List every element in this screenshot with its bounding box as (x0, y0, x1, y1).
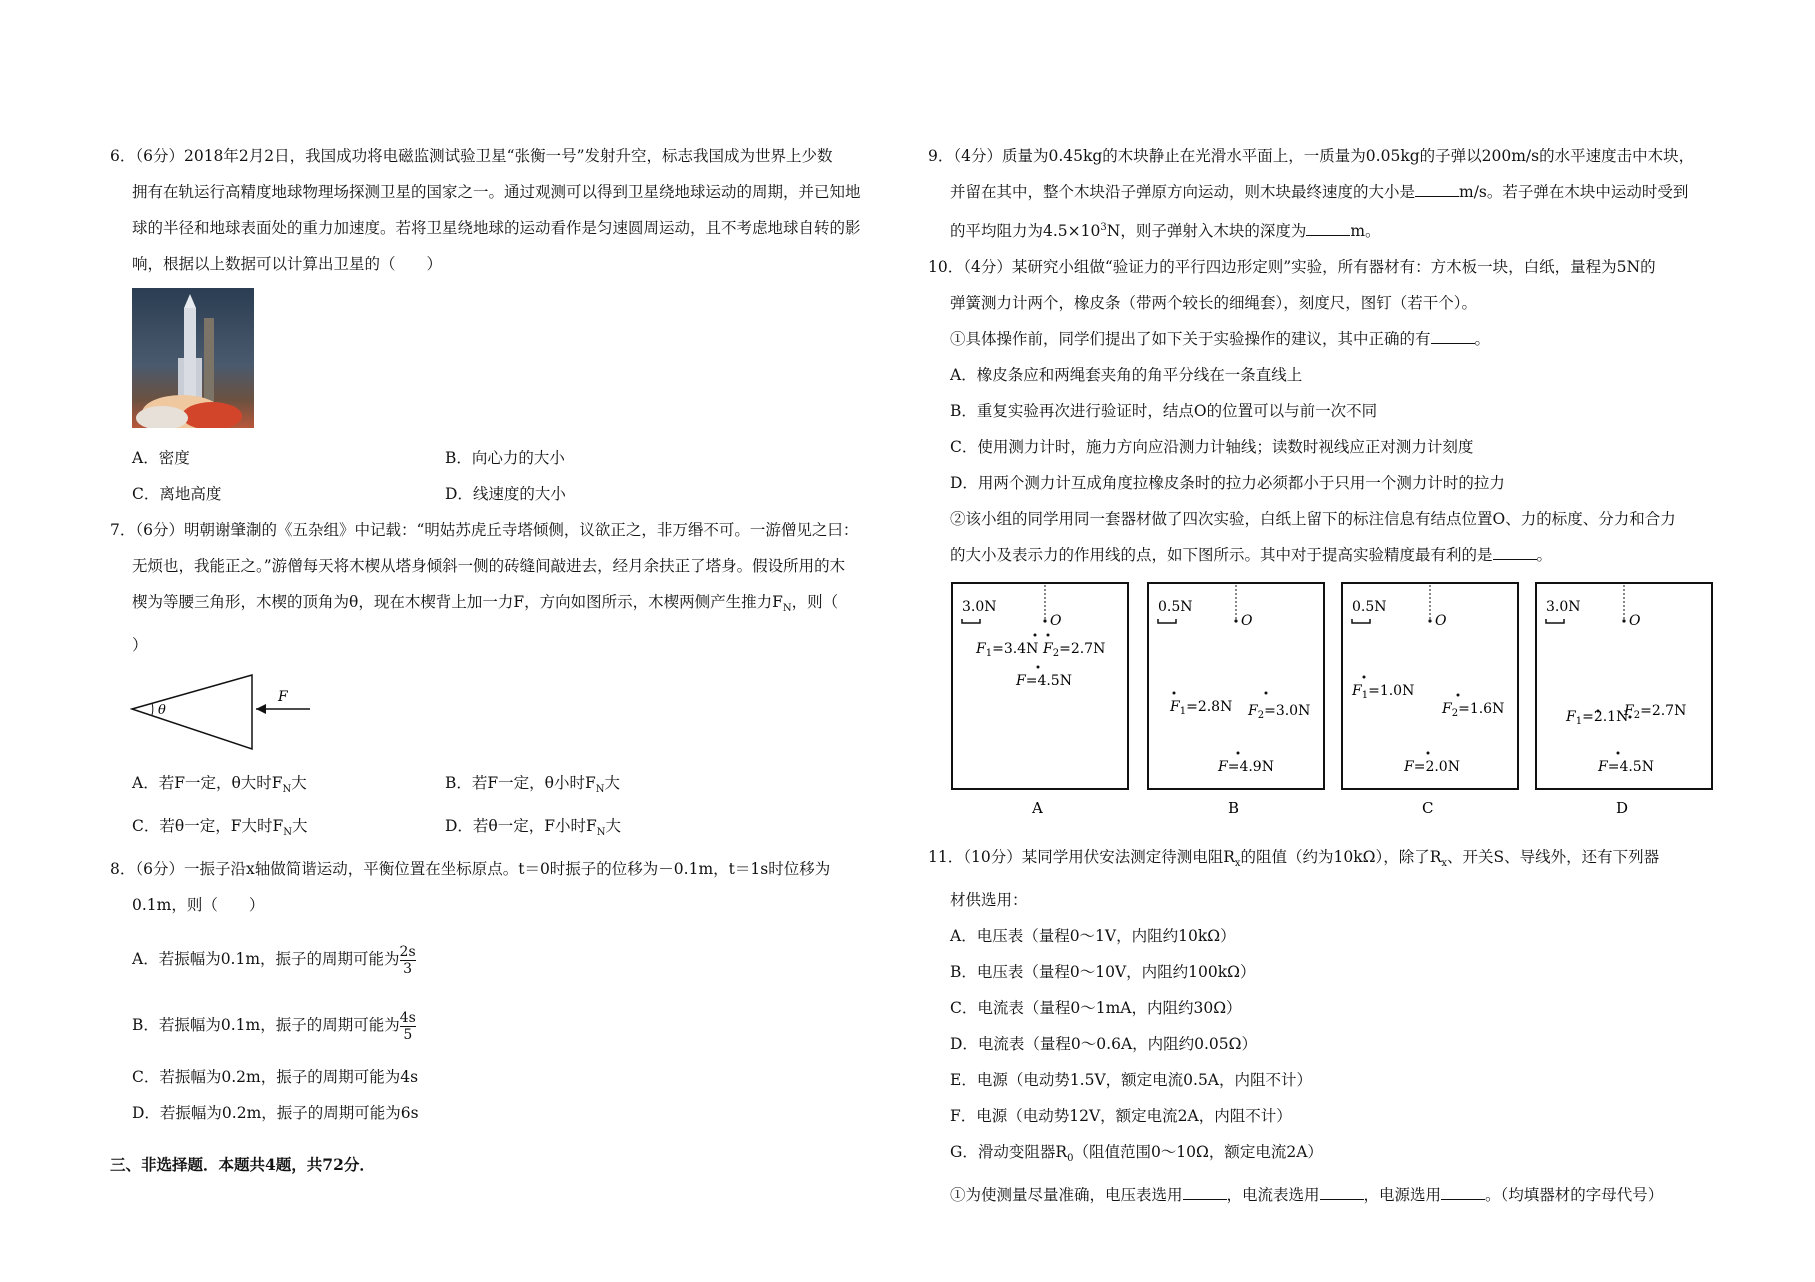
svg-text:F2=3.0N: $F_2=3.0N$ (1248, 703, 1311, 722)
fn-subscript: N (282, 784, 292, 796)
scale-label: 3.0N (1546, 599, 1581, 616)
f-letter: F (1016, 673, 1026, 690)
answer-blank[interactable] (1493, 558, 1537, 560)
q11-line: ，电流表选用 (1226, 1186, 1320, 1205)
svg-text:F1=2.1N: $F_1=2.1N$ (1566, 709, 1629, 728)
option-text: B．若F一定，θ小时F (445, 774, 596, 793)
q11-option-a[interactable]: A．电压表（量程0～1V，内阻约10kΩ） (950, 927, 1236, 946)
q9-line: m。 (1350, 222, 1381, 241)
f1-value: =3.4N (992, 641, 1039, 658)
q6-option-b[interactable]: B．向心力的大小 (445, 449, 565, 467)
scale-label: 0.5N (1352, 599, 1387, 616)
option-text: （阻值范围0～10Ω，额定电流2A） (1073, 1143, 1323, 1162)
option-text: C．若θ一定，F大时F (132, 817, 284, 836)
q11-option-e[interactable]: E．电源（电动势1.5V，额定电流0.5A，内阻不计） (950, 1071, 1313, 1090)
fraction-denominator: 5 (403, 1026, 413, 1043)
f2-value: =3.0N (1264, 703, 1311, 720)
scale-label: 0.5N (1158, 599, 1193, 616)
svg-text:F1=3.4N: $F_1=3.4N$ (976, 641, 1039, 660)
q8-line: 8．（6分）一振子沿x轴做简谐运动，平衡位置在坐标原点。t＝0时振子的位移为－0.1m，t＝1s时位移为 (110, 860, 831, 879)
f1-letter: F (976, 641, 986, 658)
answer-blank[interactable] (1320, 1198, 1364, 1200)
q11-option-d[interactable]: D．电流表（量程0～0.6A，内阻约0.05Ω） (950, 1035, 1257, 1054)
q7-line: 楔为等腰三角形，木楔的顶角为θ，现在木楔背上加一力F，方向如图所示，木楔两侧产生推力F (132, 593, 783, 611)
svg-text:F=4.9N (1217, 759, 1274, 775)
question-7 (110, 512, 900, 851)
q11-line: 。（均填器材的字母代号） (1485, 1186, 1664, 1205)
q10-line: ①具体操作前，同学们提出了如下关于实验操作的建议，其中正确的有 (950, 330, 1431, 349)
theta-label: θ (158, 703, 166, 719)
q10-line: 。 (1474, 330, 1491, 349)
option-text: B．若振幅为0.1m，振子的周期可能为 (132, 1016, 400, 1035)
f2-letter: F (1624, 703, 1634, 720)
q7-line: ） (132, 636, 148, 655)
f-value: =2.0N (1413, 759, 1460, 776)
f2-letter: F (1442, 701, 1452, 718)
q9-line: N，则子弹射入木块的深度为 (1106, 222, 1307, 241)
f2-letter: F (1043, 641, 1053, 658)
fraction-denominator: 3 (403, 960, 413, 977)
panel-c (1342, 583, 1518, 817)
q7-option-c[interactable] (132, 808, 445, 851)
option-text: D．若θ一定，F小时F (445, 817, 597, 836)
subscript: x (1441, 858, 1448, 870)
svg-text:F=2.0N (1403, 759, 1460, 775)
panel-label: B (1228, 799, 1240, 818)
answer-blank[interactable] (1415, 195, 1459, 197)
q6-line: 响，根据以上数据可以计算出卫星的（ ） (132, 255, 443, 273)
q10-option-a[interactable]: A．橡皮条应和两绳套夹角的角平分线在一条直线上 (950, 366, 1303, 385)
point-o-label: O (1435, 613, 1447, 630)
q10-line: ②该小组的同学用同一套器材做了四次实验，白纸上留下的标注信息有结点位置O、力的标度、分力和合力 (950, 510, 1676, 529)
option-text: G．滑动变阻器R (950, 1143, 1068, 1162)
panel-label: A (1032, 799, 1043, 818)
q11-line: 11．（10分）某同学用伏安法测定待测电阻R (928, 848, 1235, 867)
answer-blank[interactable] (1431, 342, 1475, 344)
svg-text:F=4.5N (1597, 759, 1654, 775)
subscript: x (1234, 858, 1241, 870)
option-text: A．若振幅为0.1m，振子的周期可能为 (132, 950, 400, 969)
option-text: A．若F一定，θ大时F (132, 774, 283, 793)
panel-label: D (1616, 799, 1629, 818)
svg-text:F=4.5N (1015, 673, 1072, 689)
q6-line: 拥有在轨运行高精度地球物理场探测卫星的国家之一。通过观测可以得到卫星绕地球运动的周期，并已知地 (132, 183, 861, 201)
f-letter: F (1218, 759, 1228, 776)
panel-d (1536, 583, 1712, 817)
right-column (928, 138, 1723, 1213)
q8-option-a[interactable] (110, 937, 900, 981)
f-letter: F (1404, 759, 1414, 776)
svg-text:F1=2.8N: $F_1=2.8N$ (1170, 699, 1233, 718)
q11-option-g[interactable] (928, 1134, 1723, 1177)
q11-line: 、开关S、导线外，还有下列器 (1447, 848, 1660, 867)
question-6 (110, 138, 900, 512)
fraction-numerator: 4s (399, 1009, 416, 1026)
q11-option-b[interactable]: B．电压表（量程0～10V，内阻约100kΩ） (950, 963, 1256, 982)
exponent: 3 (1100, 222, 1107, 233)
q10-line: 。 (1536, 546, 1553, 565)
f2-value: =2.7N (1640, 703, 1687, 720)
svg-text:F2=2.7N: $F_2=2.7N$ (1624, 703, 1687, 722)
q9-line: 9．（4分）质量为0.45kg的木块静止在光滑水平面上，一质量为0.05kg的子弹以200m/s的水平速度击中木块， (928, 147, 1695, 165)
fn-subscript: N (595, 784, 605, 796)
q6-option-a[interactable]: A．密度 (132, 449, 190, 467)
force-diagram-panels (950, 581, 1730, 821)
fn-subscript: N (596, 827, 606, 839)
q11-line: 材供选用： (950, 891, 1028, 910)
svg-text:F2=1.6N: $F_2=1.6N$ (1442, 701, 1505, 720)
q11-line: 的阻值（约为10kΩ），除了R (1240, 848, 1442, 867)
answer-blank[interactable] (1183, 1198, 1227, 1200)
q10-option-b[interactable]: B．重复实验再次进行验证时，结点O的位置可以与前一次不同 (950, 402, 1378, 421)
q7-option-b[interactable] (445, 765, 758, 808)
wedge-diagram (130, 667, 330, 757)
q7-option-a[interactable] (132, 765, 445, 808)
svg-text:F1=1.0N: $F_1=1.0N$ (1352, 683, 1415, 702)
q10-line: 10．（4分）某研究小组做“验证力的平行四边形定则”实验，所有器材有：方木板一块，白纸，量程为5N的 (928, 258, 1656, 277)
question-11 (928, 839, 1723, 1213)
fraction (400, 1010, 416, 1043)
left-column (110, 138, 900, 1198)
q10-line: 的大小及表示力的作用线的点，如下图所示。其中对于提高实验精度最有利的是 (950, 546, 1493, 565)
q9-line: 的平均阻力为4.5×10 (950, 222, 1101, 241)
fn-subscript: N (782, 603, 792, 615)
section-heading: 三、非选择题．本题共4题，共72分． (110, 1154, 375, 1174)
q10-option-c[interactable]: C．使用测力计时，施力方向应沿测力计轴线；读数时视线应正对测力计刻度 (950, 438, 1474, 457)
point-o-label: O (1629, 613, 1641, 630)
question-9 (928, 138, 1723, 249)
question-8 (110, 851, 900, 1131)
option-text: 大 (291, 774, 307, 793)
panel-b (1148, 583, 1324, 817)
q9-line: 并留在其中，整个木块沿子弹原方向运动，则木块最终速度的大小是 (950, 183, 1416, 201)
force-label: F (278, 689, 288, 706)
svg-text:F2=2.7N: $F_2=2.7N$ (1043, 641, 1106, 660)
f-value: =4.9N (1227, 759, 1274, 776)
q11-line: ，电源选用 (1363, 1186, 1442, 1205)
q6-line: 6．（6分）2018年2月2日，我国成功将电磁监测试验卫星“张衡一号”发射升空，标志我国成为世界上少数 (110, 147, 833, 165)
f2-letter: F (1248, 703, 1258, 720)
f-value: =4.5N (1607, 759, 1654, 776)
point-o-label: O (1050, 613, 1062, 630)
q6-line: 球的半径和地球表面处的重力加速度。若将卫星绕地球的运动看作是匀速圆周运动，且不考虑地球自转的影 (132, 219, 861, 237)
q11-option-c[interactable]: C．电流表（量程0～1mA，内阻约30Ω） (950, 999, 1242, 1018)
q11-option-f[interactable]: F．电源（电动势12V，额定电流2A，内阻不计） (950, 1107, 1292, 1126)
f1-value: =2.1N (1582, 709, 1629, 726)
rocket-launch-photo (132, 288, 254, 428)
panel-label: C (1422, 799, 1434, 818)
scale-label: 3.0N (962, 599, 997, 616)
f1-value: =2.8N (1186, 699, 1233, 716)
q7-line-tail: ，则（ (791, 593, 839, 611)
point-o-label: O (1241, 613, 1253, 630)
f1-value: =1.0N (1368, 683, 1415, 700)
q6-option-c[interactable]: C．离地高度 (132, 485, 222, 503)
q7-line: 无烦也，我能正之。”游僧每天将木楔从塔身倾斜一侧的砖缝间敲进去，经月余扶正了塔身。假设所用的木 (132, 557, 846, 575)
q6-option-d[interactable]: D．线速度的大小 (445, 485, 566, 503)
fraction-numerator: 2s (399, 943, 416, 960)
q10-line: 弹簧测力计两个，橡皮条（带两个较长的细绳套），刻度尺，图钉（若干个）。 (950, 294, 1478, 313)
q10-option-d[interactable]: D．用两个测力计互成角度拉橡皮条时的拉力必须都小于只用一个测力计时的拉力 (950, 474, 1505, 493)
option-text: 大 (605, 817, 622, 836)
q7-line: 7．（6分）明朝谢肇淛的《五杂组》中记载：“明姑苏虎丘寺塔倾侧，议欲正之，非万缗不可。一游僧见之曰： (110, 521, 859, 539)
option-text: 大 (291, 817, 308, 836)
f1-letter: F (1566, 709, 1576, 726)
q11-line: ①为使测量尽量准确，电压表选用 (950, 1186, 1183, 1205)
answer-blank[interactable] (1306, 234, 1350, 236)
option-text: 大 (604, 774, 620, 793)
q8-option-c[interactable]: C．若振幅为0.2m，振子的周期可能为4s (132, 1068, 419, 1087)
q8-option-b[interactable] (110, 1003, 900, 1047)
f1-letter: F (1170, 699, 1180, 716)
panel-a (952, 583, 1128, 817)
q8-option-d[interactable]: D．若振幅为0.2m，振子的周期可能为6s (132, 1104, 419, 1123)
f-value: =4.5N (1025, 673, 1072, 690)
fn-subscript: N (283, 827, 292, 839)
f2-value: =1.6N (1458, 701, 1505, 718)
f2-value: =2.7N (1059, 641, 1106, 658)
answer-blank[interactable] (1441, 1198, 1485, 1200)
subscript: 0 (1067, 1153, 1074, 1165)
fraction (400, 944, 416, 977)
question-10 (928, 249, 1723, 821)
q8-line: 0.1m，则（ ） (132, 896, 265, 915)
f1-letter: F (1352, 683, 1362, 700)
f-letter: F (1598, 759, 1608, 776)
q9-line: m/s。若子弹在木块中运动时受到 (1459, 183, 1689, 201)
q7-option-d[interactable] (445, 808, 758, 851)
